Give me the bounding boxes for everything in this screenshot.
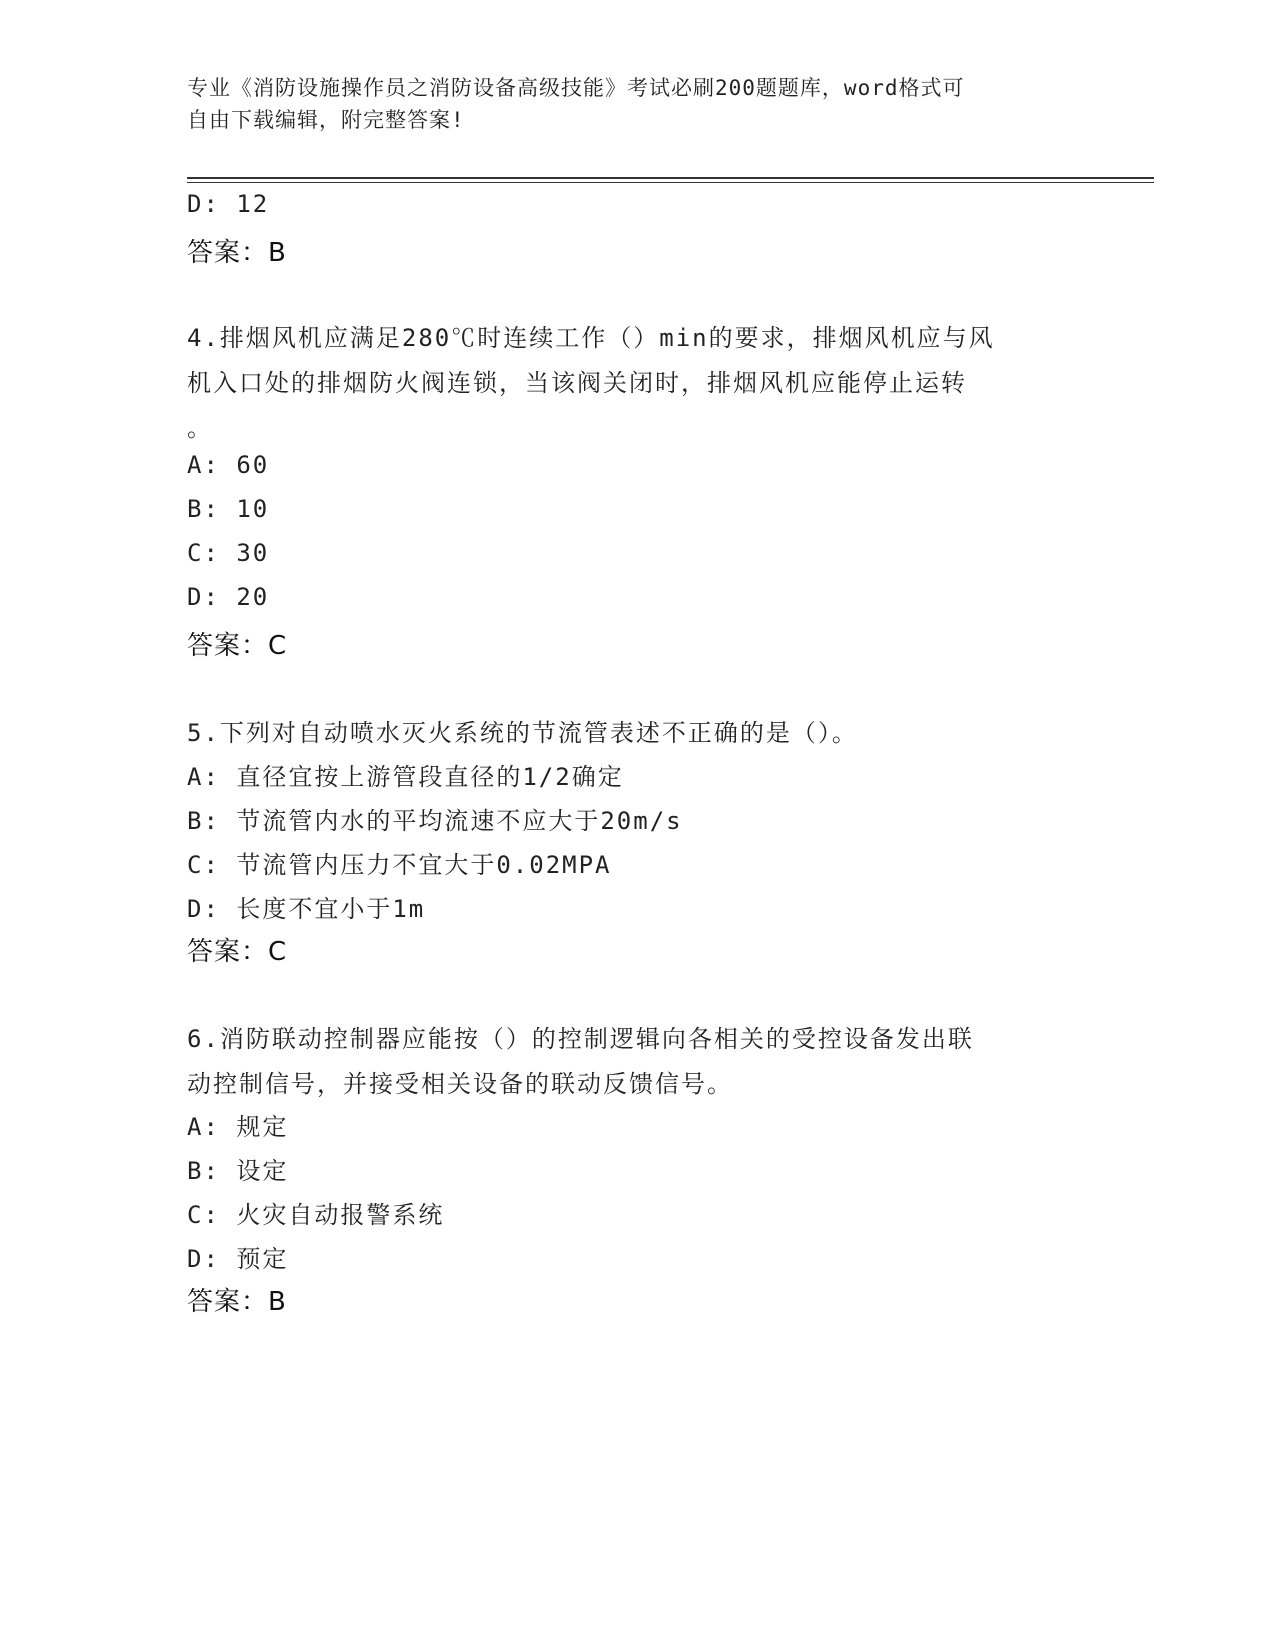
question-5-option-d: D: 长度不宜小于1m — [187, 895, 426, 923]
question-4-stem-line-3: 。 — [187, 414, 213, 442]
question-5-answer: 答案：C — [187, 937, 288, 967]
question-5-option-a: A: 直径宜按上游管段直径的1/2确定 — [187, 763, 624, 791]
question-6-stem-line-1: 6.消防联动控制器应能按（）的控制逻辑向各相关的受控设备发出联 — [187, 1025, 974, 1053]
question-6-option-c: C: 火灾自动报警系统 — [187, 1201, 445, 1229]
header-divider-thin — [187, 182, 1154, 183]
question-6-option-b: B: 设定 — [187, 1157, 289, 1185]
prev-answer: 答案：B — [187, 238, 287, 268]
question-4-stem — [187, 316, 1067, 451]
question-4-option-c: C: 30 — [187, 539, 270, 567]
header-divider-thick — [187, 177, 1154, 179]
question-4-option-d: D: 20 — [187, 583, 270, 611]
question-5-option-b: B: 节流管内水的平均流速不应大于20m/s — [187, 807, 683, 835]
question-4-answer: 答案：C — [187, 631, 288, 661]
document-header — [187, 72, 1087, 136]
header-line-1: 专业《消防设施操作员之消防设备高级技能》考试必刷200题题库，word格式可 — [187, 76, 965, 100]
question-4-stem-line-2: 机入口处的排烟防火阀连锁，当该阀关闭时，排烟风机应能停止运转 — [187, 369, 967, 397]
question-4-option-b: B: 10 — [187, 495, 270, 523]
prev-option-d: D: 12 — [187, 190, 270, 218]
question-6-option-a: A: 规定 — [187, 1113, 289, 1141]
question-4-option-a: A: 60 — [187, 451, 270, 479]
question-5-stem — [187, 711, 1067, 756]
question-4-stem-line-1: 4.排烟风机应满足280℃时连续工作（）min的要求，排烟风机应与风 — [187, 324, 995, 352]
question-5-option-c: C: 节流管内压力不宜大于0.02MPA — [187, 851, 612, 879]
header-line-2: 自由下载编辑，附完整答案! — [187, 108, 465, 132]
question-6-option-d: D: 预定 — [187, 1245, 289, 1273]
question-6-answer: 答案：B — [187, 1287, 287, 1317]
question-5-stem-line-1: 5.下列对自动喷水灭火系统的节流管表述不正确的是（）。 — [187, 719, 858, 747]
question-6-stem — [187, 1017, 1067, 1107]
question-6-stem-line-2: 动控制信号，并接受相关设备的联动反馈信号。 — [187, 1070, 733, 1098]
